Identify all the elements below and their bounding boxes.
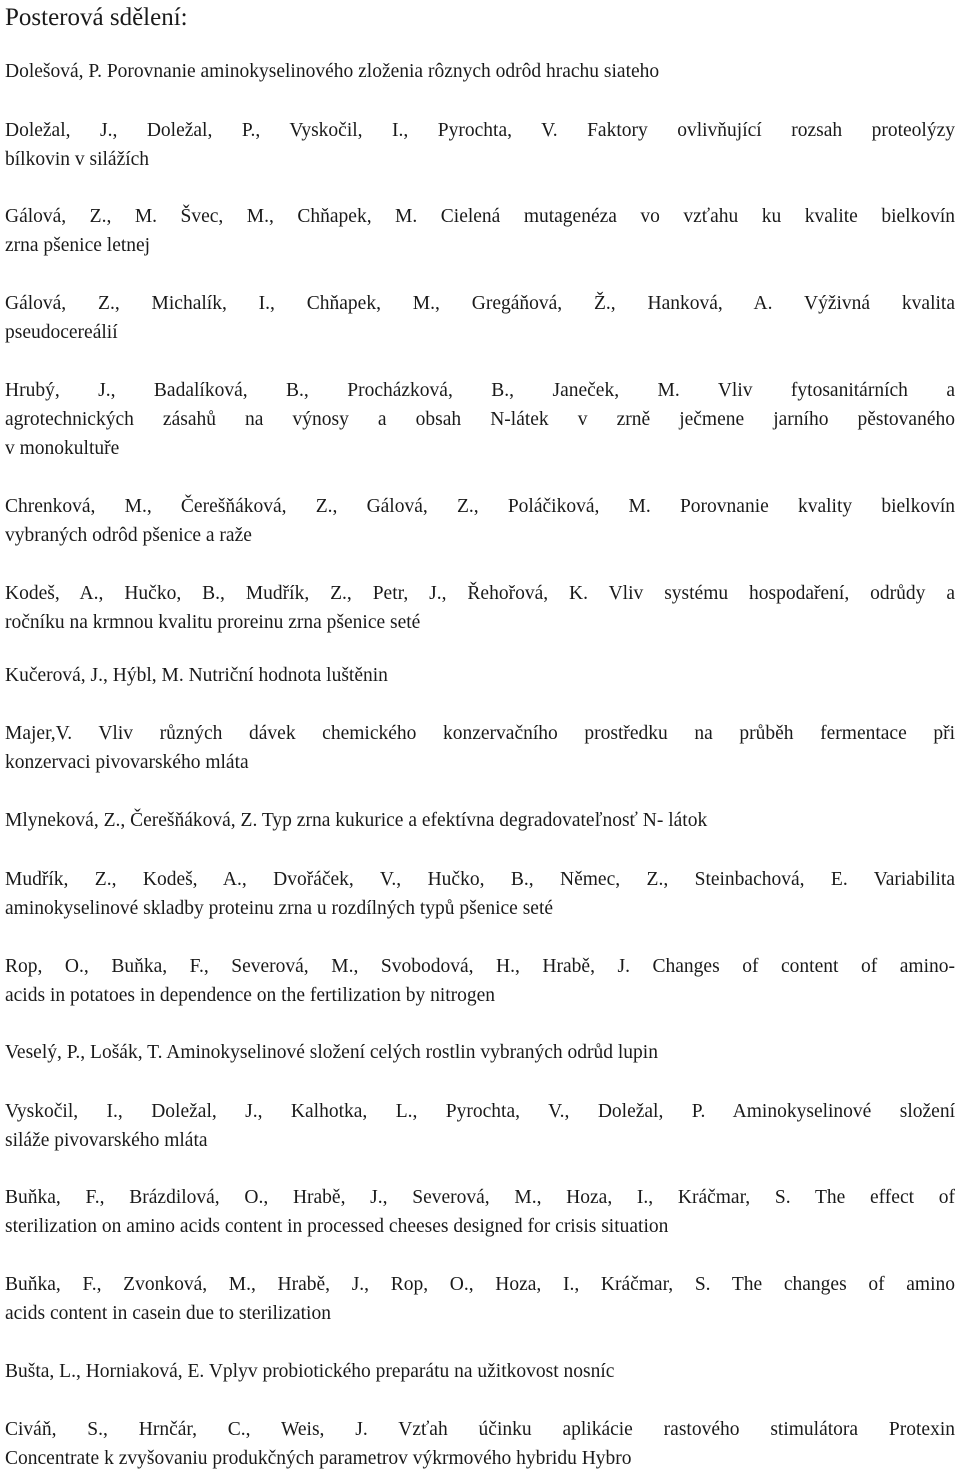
- list-item: Mudřík, Z., Kodeš, A., Dvořáček, V., Hučko, B., Němec, Z., Steinbachová, E. Variabilita aminokyselinové skladby proteinu zrna u rozdílných typů pšenice seté: [5, 869, 955, 919]
- list-item: Hrubý, J., Badalíková, B., Procházková, B., Janeček, M. Vliv fytosanitárních a agrotechnických zásahů na výnosy a obsah N-látek v zrně ječmene jarního pěstovaného v monokultuře: [5, 380, 955, 459]
- list-item: Majer,V. Vliv různých dávek chemického konzervačního prostředku na průběh fermentace při konzervaci pivovarského mláta: [5, 723, 955, 773]
- list-item: Civáň, S., Hrnčár, C., Weis, J. Vzťah účinku aplikácie rastového stimulátora Protexin Concentrate k zvyšovaniu produkčných parametrov výkrmového hybridu Hybro: [5, 1419, 955, 1469]
- list-item: Mlyneková, Z., Čerešňáková, Z. Typ zrna kukurice a efektívna degradovateľnosť N- látok: [5, 810, 708, 831]
- list-item: Veselý, P., Lošák, T. Aminokyselinové složení celých rostlin vybraných odrůd lupin: [5, 1042, 658, 1063]
- list-item: Buňka, F., Brázdilová, O., Hrabě, J., Severová, M., Hoza, I., Kráčmar, S. The effect of sterilization on amino acids content in processed cheeses designed for crisis situation: [5, 1187, 955, 1237]
- list-item: Bušta, L., Horniaková, E. Vplyv probiotického preparátu na užitkovost nosníc: [5, 1361, 615, 1382]
- list-item: Gálová, Z., Michalík, I., Chňapek, M., Gregáňová, Ž., Hanková, A. Výživná kvalita pseudocereálií: [5, 293, 955, 343]
- list-item: Chrenková, M., Čerešňáková, Z., Gálová, Z., Poláčiková, M. Porovnanie kvality bielkovín vybraných odrôd pšenice a raže: [5, 496, 955, 546]
- list-item: Kučerová, J., Hýbl, M. Nutriční hodnota luštěnin: [5, 665, 388, 686]
- list-item: Vyskočil, I., Doležal, J., Kalhotka, L., Pyrochta, V., Doležal, P. Aminokyselinové složení siláže pivovarského mláta: [5, 1101, 955, 1151]
- list-item: Doležal, J., Doležal, P., Vyskočil, I., Pyrochta, V. Faktory ovlivňující rozsah proteolýzy bílkovin v silážích: [5, 120, 955, 170]
- list-item: Dolešová, P. Porovnanie aminokyselinového zloženia rôznych odrôd hrachu siateho: [5, 61, 660, 82]
- section-heading: Posterová sdělení:: [5, 4, 188, 31]
- list-item: Kodeš, A., Hučko, B., Mudřík, Z., Petr, J., Řehořová, K. Vliv systému hospodaření, odrůdy a ročníku na krmnou kvalitu proreinu zrna pšenice seté: [5, 583, 955, 633]
- list-item: Gálová, Z., M. Švec, M., Chňapek, M. Cielená mutagenéza vo vzťahu ku kvalite bielkovín zrna pšenice letnej: [5, 206, 955, 256]
- list-item: Rop, O., Buňka, F., Severová, M., Svobodová, H., Hrabě, J. Changes of content of amino- acids in potatoes in dependence on the fertilization by nitrogen: [5, 956, 955, 1006]
- list-item: Buňka, F., Zvonková, M., Hrabě, J., Rop, O., Hoza, I., Kráčmar, S. The changes of amino acids content in casein due to sterilization: [5, 1274, 955, 1324]
